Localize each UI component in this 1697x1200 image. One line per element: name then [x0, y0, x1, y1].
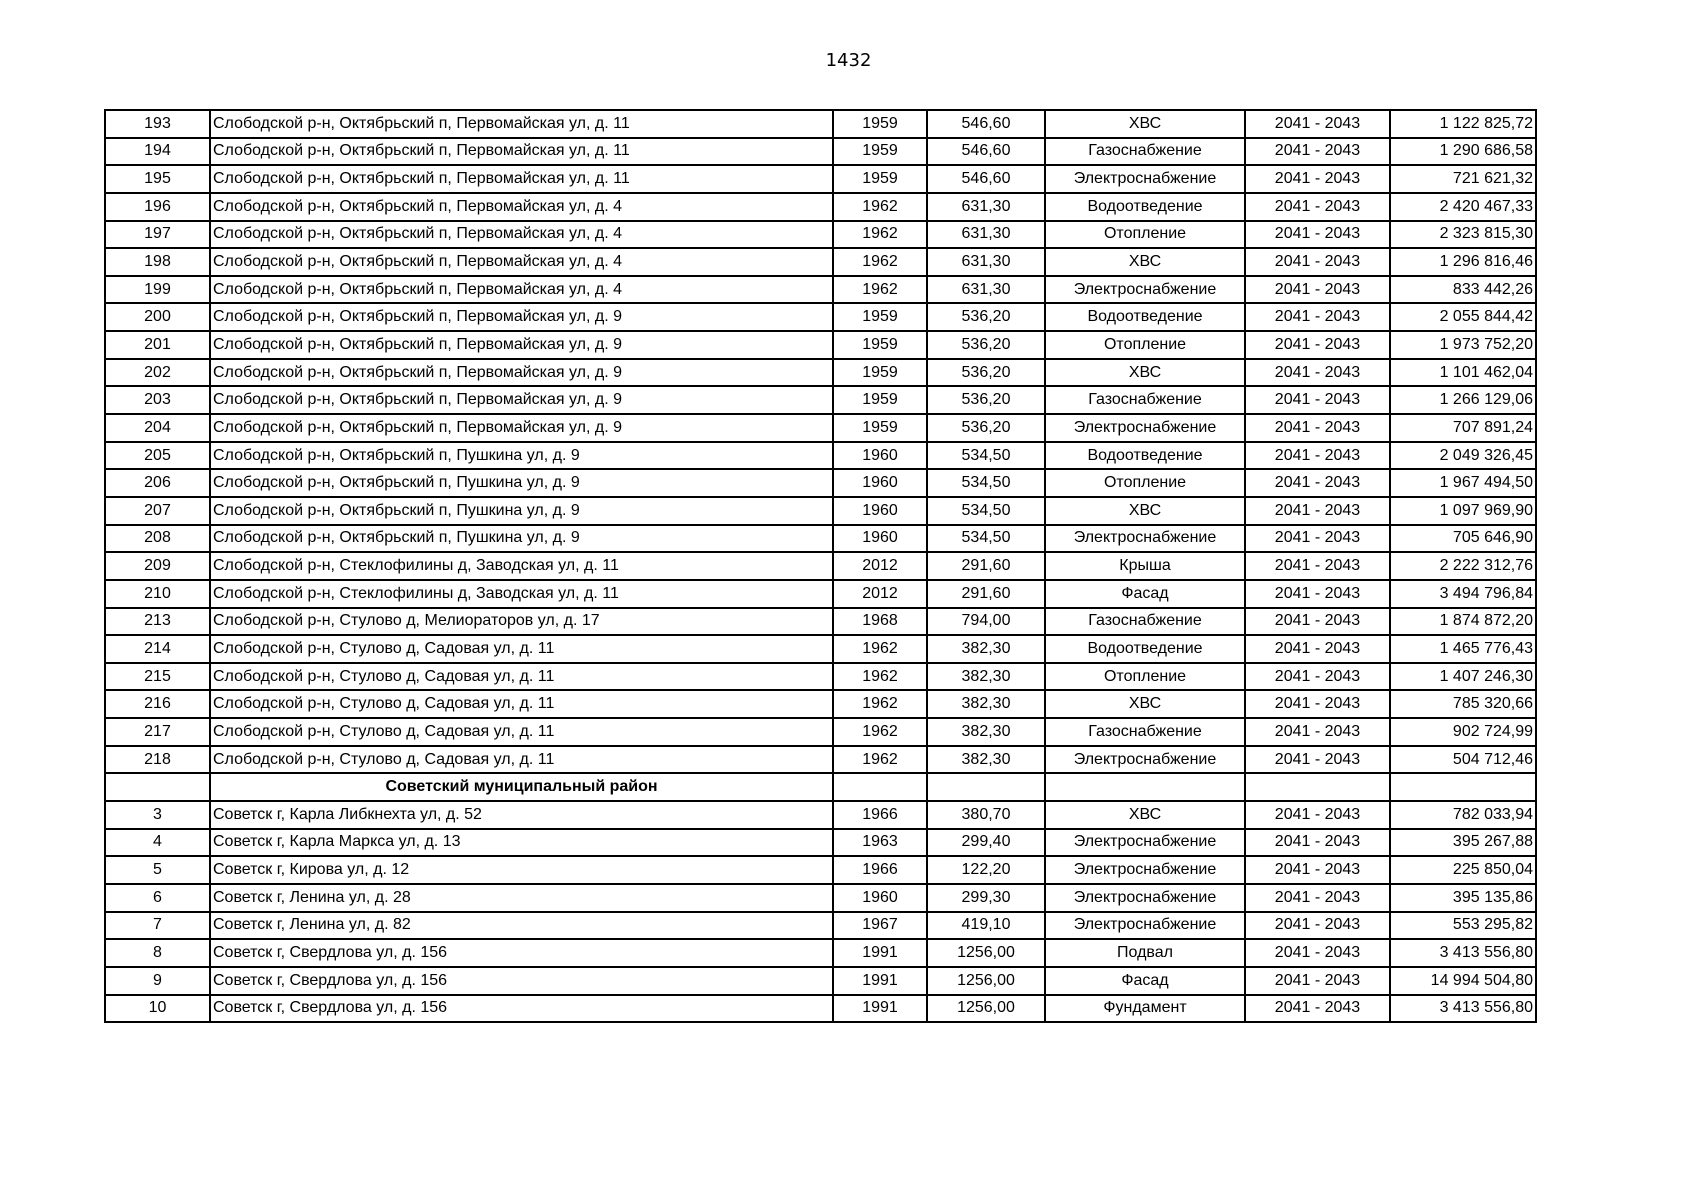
cost-cell: 785 320,66	[1390, 690, 1536, 718]
work-type-cell: Электроснабжение	[1045, 829, 1245, 857]
work-type-cell: Электроснабжение	[1045, 525, 1245, 553]
build-year-cell: 2012	[833, 552, 927, 580]
period-cell: 2041 - 2043	[1245, 801, 1390, 829]
cost-cell: 705 646,90	[1390, 525, 1536, 553]
build-year-cell: 2012	[833, 580, 927, 608]
cost-cell: 2 323 815,30	[1390, 221, 1536, 249]
table-row	[105, 303, 1536, 331]
row-number-cell: 193	[105, 110, 210, 138]
work-type-cell: Фундамент	[1045, 995, 1245, 1023]
row-number-cell: 201	[105, 331, 210, 359]
table-row	[105, 608, 1536, 636]
row-number-cell: 194	[105, 138, 210, 166]
address-cell: Слободской р-н, Октябрьский п, Первомайская ул, д. 9	[210, 414, 833, 442]
table-row	[105, 165, 1536, 193]
row-number-cell: 203	[105, 386, 210, 414]
area-cell: 1256,00	[927, 939, 1045, 967]
cost-cell: 3 413 556,80	[1390, 939, 1536, 967]
table-row	[105, 525, 1536, 553]
area-cell: 382,30	[927, 635, 1045, 663]
empty-cell	[1045, 773, 1245, 801]
work-type-cell: Подвал	[1045, 939, 1245, 967]
build-year-cell: 1960	[833, 525, 927, 553]
address-cell: Советск г, Карла Либкнехта ул, д. 52	[210, 801, 833, 829]
row-number-cell: 204	[105, 414, 210, 442]
address-cell: Советск г, Ленина ул, д. 82	[210, 912, 833, 940]
address-cell: Слободской р-н, Октябрьский п, Первомайская ул, д. 9	[210, 331, 833, 359]
table-row	[105, 746, 1536, 774]
table-row	[105, 552, 1536, 580]
work-type-cell: Газоснабжение	[1045, 138, 1245, 166]
period-cell: 2041 - 2043	[1245, 580, 1390, 608]
period-cell: 2041 - 2043	[1245, 552, 1390, 580]
page-number: 1432	[825, 50, 872, 71]
row-number-cell: 6	[105, 884, 210, 912]
cost-cell: 2 049 326,45	[1390, 442, 1536, 470]
area-cell: 794,00	[927, 608, 1045, 636]
build-year-cell: 1991	[833, 995, 927, 1023]
address-cell: Слободской р-н, Октябрьский п, Пушкина ул, д. 9	[210, 525, 833, 553]
cost-cell: 3 494 796,84	[1390, 580, 1536, 608]
address-cell: Слободской р-н, Октябрьский п, Пушкина ул, д. 9	[210, 442, 833, 470]
address-cell: Слободской р-н, Октябрьский п, Первомайская ул, д. 4	[210, 221, 833, 249]
table-row	[105, 829, 1536, 857]
table-row	[105, 967, 1536, 995]
period-cell: 2041 - 2043	[1245, 939, 1390, 967]
address-cell: Слободской р-н, Стулово д, Садовая ул, д. 11	[210, 663, 833, 691]
work-type-cell: Электроснабжение	[1045, 414, 1245, 442]
area-cell: 534,50	[927, 442, 1045, 470]
address-cell: Слободской р-н, Октябрьский п, Первомайская ул, д. 9	[210, 386, 833, 414]
row-number-cell: 4	[105, 829, 210, 857]
build-year-cell: 1962	[833, 635, 927, 663]
period-cell: 2041 - 2043	[1245, 746, 1390, 774]
build-year-cell: 1960	[833, 469, 927, 497]
build-year-cell: 1967	[833, 912, 927, 940]
period-cell: 2041 - 2043	[1245, 276, 1390, 304]
address-cell: Слободской р-н, Октябрьский п, Первомайская ул, д. 9	[210, 303, 833, 331]
cost-cell: 1 967 494,50	[1390, 469, 1536, 497]
row-number-cell: 202	[105, 359, 210, 387]
area-cell: 536,20	[927, 414, 1045, 442]
table-row	[105, 912, 1536, 940]
build-year-cell: 1962	[833, 276, 927, 304]
empty-cell	[1245, 773, 1390, 801]
work-type-cell: ХВС	[1045, 690, 1245, 718]
table-row	[105, 718, 1536, 746]
period-cell: 2041 - 2043	[1245, 912, 1390, 940]
cost-cell: 1 097 969,90	[1390, 497, 1536, 525]
period-cell: 2041 - 2043	[1245, 248, 1390, 276]
work-type-cell: Газоснабжение	[1045, 608, 1245, 636]
work-type-cell: Электроснабжение	[1045, 856, 1245, 884]
work-type-cell: ХВС	[1045, 359, 1245, 387]
work-type-cell: ХВС	[1045, 801, 1245, 829]
table-row	[105, 110, 1536, 138]
build-year-cell: 1959	[833, 359, 927, 387]
cost-cell: 1 973 752,20	[1390, 331, 1536, 359]
period-cell: 2041 - 2043	[1245, 165, 1390, 193]
build-year-cell: 1959	[833, 331, 927, 359]
row-number-cell: 197	[105, 221, 210, 249]
address-cell: Слободской р-н, Стулово д, Садовая ул, д. 11	[210, 718, 833, 746]
period-cell: 2041 - 2043	[1245, 331, 1390, 359]
address-cell: Слободской р-н, Октябрьский п, Первомайская ул, д. 11	[210, 138, 833, 166]
address-cell: Слободской р-н, Октябрьский п, Первомайская ул, д. 11	[210, 110, 833, 138]
row-number-cell: 8	[105, 939, 210, 967]
area-cell: 299,30	[927, 884, 1045, 912]
build-year-cell: 1966	[833, 856, 927, 884]
work-type-cell: Электроснабжение	[1045, 746, 1245, 774]
build-year-cell: 1963	[833, 829, 927, 857]
period-cell: 2041 - 2043	[1245, 110, 1390, 138]
address-cell: Слободской р-н, Октябрьский п, Пушкина ул, д. 9	[210, 497, 833, 525]
work-type-cell: Газоснабжение	[1045, 718, 1245, 746]
area-cell: 631,30	[927, 221, 1045, 249]
cost-cell: 395 135,86	[1390, 884, 1536, 912]
cost-cell: 2 055 844,42	[1390, 303, 1536, 331]
cost-cell: 1 407 246,30	[1390, 663, 1536, 691]
address-cell: Слободской р-н, Стулово д, Садовая ул, д. 11	[210, 746, 833, 774]
cost-cell: 782 033,94	[1390, 801, 1536, 829]
address-cell: Слободской р-н, Стулово д, Садовая ул, д. 11	[210, 690, 833, 718]
area-cell: 631,30	[927, 193, 1045, 221]
area-cell: 631,30	[927, 276, 1045, 304]
work-type-cell: Электроснабжение	[1045, 884, 1245, 912]
work-type-cell: Отопление	[1045, 663, 1245, 691]
work-type-cell: Фасад	[1045, 967, 1245, 995]
work-type-cell: Отопление	[1045, 331, 1245, 359]
build-year-cell: 1959	[833, 414, 927, 442]
area-cell: 534,50	[927, 525, 1045, 553]
build-year-cell: 1959	[833, 303, 927, 331]
row-number-cell: 210	[105, 580, 210, 608]
address-cell: Слободской р-н, Октябрьский п, Первомайская ул, д. 4	[210, 248, 833, 276]
period-cell: 2041 - 2043	[1245, 608, 1390, 636]
table-row	[105, 193, 1536, 221]
area-cell: 380,70	[927, 801, 1045, 829]
row-number-cell: 207	[105, 497, 210, 525]
section-row	[105, 773, 1536, 801]
address-cell: Слободской р-н, Стулово д, Садовая ул, д. 11	[210, 635, 833, 663]
table-row	[105, 386, 1536, 414]
work-type-cell: Электроснабжение	[1045, 276, 1245, 304]
period-cell: 2041 - 2043	[1245, 386, 1390, 414]
row-number-cell: 217	[105, 718, 210, 746]
table-row	[105, 663, 1536, 691]
address-cell: Советск г, Ленина ул, д. 28	[210, 884, 833, 912]
cost-cell: 225 850,04	[1390, 856, 1536, 884]
row-number-cell: 200	[105, 303, 210, 331]
address-cell: Слободской р-н, Октябрьский п, Пушкина ул, д. 9	[210, 469, 833, 497]
period-cell: 2041 - 2043	[1245, 442, 1390, 470]
build-year-cell: 1959	[833, 165, 927, 193]
area-cell: 534,50	[927, 497, 1045, 525]
cost-cell: 1 122 825,72	[1390, 110, 1536, 138]
row-number-cell: 5	[105, 856, 210, 884]
build-year-cell: 1959	[833, 138, 927, 166]
cost-cell: 553 295,82	[1390, 912, 1536, 940]
empty-cell	[833, 773, 927, 801]
table-row	[105, 497, 1536, 525]
empty-cell	[105, 773, 210, 801]
cost-cell: 902 724,99	[1390, 718, 1536, 746]
table-row	[105, 359, 1536, 387]
table-row	[105, 331, 1536, 359]
period-cell: 2041 - 2043	[1245, 525, 1390, 553]
row-number-cell: 215	[105, 663, 210, 691]
address-cell: Слободской р-н, Октябрьский п, Первомайская ул, д. 4	[210, 276, 833, 304]
cost-cell: 707 891,24	[1390, 414, 1536, 442]
area-cell: 536,20	[927, 303, 1045, 331]
work-type-cell: Отопление	[1045, 469, 1245, 497]
cost-cell: 1 266 129,06	[1390, 386, 1536, 414]
work-type-cell: ХВС	[1045, 248, 1245, 276]
period-cell: 2041 - 2043	[1245, 359, 1390, 387]
row-number-cell: 208	[105, 525, 210, 553]
table-row	[105, 856, 1536, 884]
cost-cell: 1 874 872,20	[1390, 608, 1536, 636]
cost-cell: 2 420 467,33	[1390, 193, 1536, 221]
table-row	[105, 276, 1536, 304]
area-cell: 1256,00	[927, 995, 1045, 1023]
work-type-cell: Отопление	[1045, 221, 1245, 249]
cost-cell: 1 296 816,46	[1390, 248, 1536, 276]
build-year-cell: 1959	[833, 110, 927, 138]
period-cell: 2041 - 2043	[1245, 303, 1390, 331]
work-type-cell: Фасад	[1045, 580, 1245, 608]
row-number-cell: 218	[105, 746, 210, 774]
build-year-cell: 1962	[833, 690, 927, 718]
build-year-cell: 1968	[833, 608, 927, 636]
build-year-cell: 1966	[833, 801, 927, 829]
build-year-cell: 1962	[833, 746, 927, 774]
area-cell: 546,60	[927, 165, 1045, 193]
row-number-cell: 7	[105, 912, 210, 940]
work-type-cell: Электроснабжение	[1045, 912, 1245, 940]
period-cell: 2041 - 2043	[1245, 469, 1390, 497]
row-number-cell: 209	[105, 552, 210, 580]
address-cell: Слободской р-н, Стеклофилины д, Заводская ул, д. 11	[210, 552, 833, 580]
table-body	[105, 110, 1536, 1022]
address-cell: Советск г, Свердлова ул, д. 156	[210, 939, 833, 967]
work-type-cell: ХВС	[1045, 497, 1245, 525]
area-cell: 631,30	[927, 248, 1045, 276]
row-number-cell: 216	[105, 690, 210, 718]
cost-cell: 1 465 776,43	[1390, 635, 1536, 663]
cost-cell: 504 712,46	[1390, 746, 1536, 774]
cost-cell: 14 994 504,80	[1390, 967, 1536, 995]
row-number-cell: 9	[105, 967, 210, 995]
period-cell: 2041 - 2043	[1245, 497, 1390, 525]
empty-cell	[1390, 773, 1536, 801]
area-cell: 382,30	[927, 663, 1045, 691]
build-year-cell: 1960	[833, 442, 927, 470]
address-cell: Советск г, Кирова ул, д. 12	[210, 856, 833, 884]
area-cell: 382,30	[927, 718, 1045, 746]
area-cell: 534,50	[927, 469, 1045, 497]
address-cell: Советск г, Свердлова ул, д. 156	[210, 995, 833, 1023]
address-cell: Слободской р-н, Октябрьский п, Первомайская ул, д. 11	[210, 165, 833, 193]
period-cell: 2041 - 2043	[1245, 138, 1390, 166]
table-row	[105, 884, 1536, 912]
area-cell: 122,20	[927, 856, 1045, 884]
period-cell: 2041 - 2043	[1245, 856, 1390, 884]
table-row	[105, 138, 1536, 166]
period-cell: 2041 - 2043	[1245, 221, 1390, 249]
cost-cell: 833 442,26	[1390, 276, 1536, 304]
address-cell: Советск г, Карла Маркса ул, д. 13	[210, 829, 833, 857]
area-cell: 1256,00	[927, 967, 1045, 995]
repair-program-table	[104, 109, 1537, 1023]
build-year-cell: 1991	[833, 939, 927, 967]
area-cell: 536,20	[927, 386, 1045, 414]
period-cell: 2041 - 2043	[1245, 829, 1390, 857]
build-year-cell: 1960	[833, 497, 927, 525]
row-number-cell: 10	[105, 995, 210, 1023]
period-cell: 2041 - 2043	[1245, 635, 1390, 663]
period-cell: 2041 - 2043	[1245, 690, 1390, 718]
area-cell: 382,30	[927, 690, 1045, 718]
row-number-cell: 206	[105, 469, 210, 497]
empty-cell	[927, 773, 1045, 801]
table-row	[105, 469, 1536, 497]
period-cell: 2041 - 2043	[1245, 967, 1390, 995]
row-number-cell: 214	[105, 635, 210, 663]
table-row	[105, 939, 1536, 967]
period-cell: 2041 - 2043	[1245, 414, 1390, 442]
table-row	[105, 801, 1536, 829]
area-cell: 546,60	[927, 110, 1045, 138]
area-cell: 546,60	[927, 138, 1045, 166]
cost-cell: 1 290 686,58	[1390, 138, 1536, 166]
work-type-cell: Крыша	[1045, 552, 1245, 580]
area-cell: 419,10	[927, 912, 1045, 940]
table-row	[105, 414, 1536, 442]
work-type-cell: ХВС	[1045, 110, 1245, 138]
cost-cell: 2 222 312,76	[1390, 552, 1536, 580]
row-number-cell: 199	[105, 276, 210, 304]
build-year-cell: 1962	[833, 718, 927, 746]
table-row	[105, 248, 1536, 276]
cost-cell: 3 413 556,80	[1390, 995, 1536, 1023]
row-number-cell: 195	[105, 165, 210, 193]
cost-cell: 395 267,88	[1390, 829, 1536, 857]
area-cell: 291,60	[927, 552, 1045, 580]
section-title: Советский муниципальный район	[210, 773, 833, 801]
row-number-cell: 196	[105, 193, 210, 221]
address-cell: Советск г, Свердлова ул, д. 156	[210, 967, 833, 995]
work-type-cell: Водоотведение	[1045, 442, 1245, 470]
period-cell: 2041 - 2043	[1245, 995, 1390, 1023]
period-cell: 2041 - 2043	[1245, 193, 1390, 221]
cost-cell: 1 101 462,04	[1390, 359, 1536, 387]
cost-cell: 721 621,32	[1390, 165, 1536, 193]
build-year-cell: 1959	[833, 386, 927, 414]
build-year-cell: 1962	[833, 221, 927, 249]
build-year-cell: 1962	[833, 193, 927, 221]
build-year-cell: 1962	[833, 663, 927, 691]
table-row	[105, 442, 1536, 470]
area-cell: 299,40	[927, 829, 1045, 857]
address-cell: Слободской р-н, Стулово д, Мелиораторов ул, д. 17	[210, 608, 833, 636]
table-row	[105, 580, 1536, 608]
row-number-cell: 205	[105, 442, 210, 470]
work-type-cell: Электроснабжение	[1045, 165, 1245, 193]
period-cell: 2041 - 2043	[1245, 663, 1390, 691]
row-number-cell: 213	[105, 608, 210, 636]
area-cell: 382,30	[927, 746, 1045, 774]
area-cell: 536,20	[927, 359, 1045, 387]
address-cell: Слободской р-н, Стеклофилины д, Заводская ул, д. 11	[210, 580, 833, 608]
work-type-cell: Водоотведение	[1045, 193, 1245, 221]
area-cell: 291,60	[927, 580, 1045, 608]
address-cell: Слободской р-н, Октябрьский п, Первомайская ул, д. 4	[210, 193, 833, 221]
period-cell: 2041 - 2043	[1245, 884, 1390, 912]
build-year-cell: 1991	[833, 967, 927, 995]
build-year-cell: 1962	[833, 248, 927, 276]
area-cell: 536,20	[927, 331, 1045, 359]
table-row	[105, 221, 1536, 249]
period-cell: 2041 - 2043	[1245, 718, 1390, 746]
build-year-cell: 1960	[833, 884, 927, 912]
work-type-cell: Водоотведение	[1045, 635, 1245, 663]
table-row	[105, 635, 1536, 663]
row-number-cell: 198	[105, 248, 210, 276]
work-type-cell: Водоотведение	[1045, 303, 1245, 331]
address-cell: Слободской р-н, Октябрьский п, Первомайская ул, д. 9	[210, 359, 833, 387]
work-type-cell: Газоснабжение	[1045, 386, 1245, 414]
row-number-cell: 3	[105, 801, 210, 829]
table-row	[105, 995, 1536, 1023]
table-row	[105, 690, 1536, 718]
